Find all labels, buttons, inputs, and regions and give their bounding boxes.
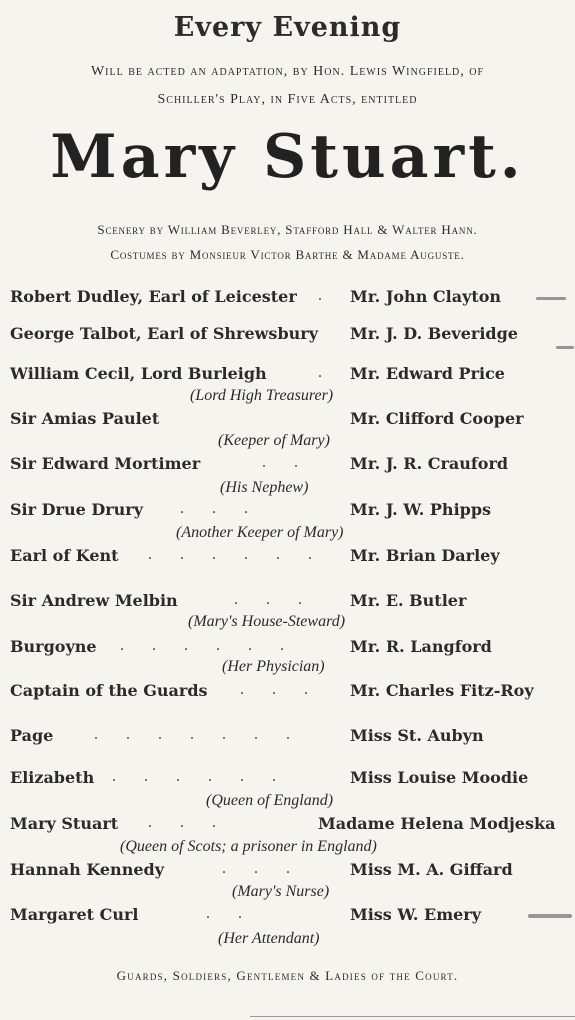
cast-leader-dots: .. <box>262 454 326 471</box>
cast-role: Burgoyne <box>10 637 97 656</box>
cast-row <box>0 287 575 317</box>
cast-note: (His Nephew) <box>220 479 309 496</box>
cast-note: (Her Attendant) <box>218 930 320 947</box>
scenery-credit: Scenery by William Beverley, Stafford Hall & Walter Hann. <box>97 222 478 237</box>
ink-smudge <box>556 346 574 349</box>
cast-actor: Madame Helena Modjeska <box>318 814 556 833</box>
footer-line: Guards, Soldiers, Gentlemen & Ladies of the Court. <box>116 968 459 983</box>
ink-smudge <box>536 297 566 300</box>
intro-line-2: Schiller's Play, in Five Acts, entitled <box>157 92 418 107</box>
cast-role: George Talbot, Earl of Shrewsbury <box>10 324 318 343</box>
cast-row <box>0 681 575 711</box>
cast-leader-dots: ... <box>234 591 330 608</box>
play-title: Mary Stuart. <box>50 122 525 192</box>
cast-note: (Mary's House-Steward) <box>188 613 346 630</box>
cast-row <box>0 324 575 354</box>
costumes-credit: Costumes by Monsieur Victor Barthe & Madame Auguste. <box>110 247 465 262</box>
cast-leader-dots: ....... <box>94 726 318 743</box>
cast-actor: Mr. J. R. Crauford <box>350 454 509 473</box>
cast-note: (Keeper of Mary) <box>218 432 330 449</box>
cast-actor: Mr. J. W. Phipps <box>350 500 492 519</box>
cast-leader-dots: ...... <box>120 637 312 654</box>
cast-leader-dots: ... <box>180 500 276 517</box>
cast-actor: Mr. Charles Fitz-Roy <box>350 681 534 700</box>
cast-role: Sir Andrew Melbin <box>10 591 178 610</box>
cast-row <box>0 726 575 756</box>
cast-role: Earl of Kent <box>10 546 119 565</box>
cast-role: Mary Stuart <box>10 814 119 833</box>
cast-note: (Queen of England) <box>206 792 334 809</box>
cast-note: (Lord High Treasurer) <box>190 387 334 404</box>
cast-role: Captain of the Guards <box>10 681 208 700</box>
cast-role: Margaret Curl <box>10 905 139 924</box>
bottom-rule <box>250 1016 575 1017</box>
cast-role: William Cecil, Lord Burleigh <box>10 364 267 383</box>
cast-note: (Mary's Nurse) <box>232 883 330 900</box>
cast-actor: Miss Louise Moodie <box>350 768 529 787</box>
cast-actor: Miss M. A. Giffard <box>350 860 513 879</box>
ink-smudge <box>528 914 572 918</box>
cast-leader-dots: . <box>318 287 350 304</box>
cast-actor: Mr. Clifford Cooper <box>350 409 524 428</box>
heading-every-evening: Every Evening <box>173 12 402 43</box>
cast-role: Sir Amias Paulet <box>10 409 160 428</box>
cast-leader-dots: ...... <box>148 546 340 563</box>
cast-leader-dots: . <box>318 364 350 381</box>
cast-role: Hannah Kennedy <box>10 860 164 879</box>
cast-actor: Miss W. Emery <box>350 905 482 924</box>
cast-actor: Mr. J. D. Beveridge <box>350 324 518 343</box>
cast-row <box>0 546 575 576</box>
cast-role: Page <box>10 726 54 745</box>
cast-actor: Mr. E. Butler <box>350 591 467 610</box>
cast-leader-dots: ...... <box>112 768 304 785</box>
cast-leader-dots: ... <box>240 681 336 698</box>
cast-role: Robert Dudley, Earl of Leicester <box>10 287 297 306</box>
cast-actor: Miss St. Aubyn <box>350 726 484 745</box>
cast-note: (Queen of Scots; a prisoner in England) <box>120 838 377 855</box>
cast-role: Sir Edward Mortimer <box>10 454 201 473</box>
cast-leader-dots: ... <box>222 860 318 877</box>
cast-note: (Her Physician) <box>222 658 325 675</box>
cast-actor: Mr. Edward Price <box>350 364 505 383</box>
cast-actor: Mr. Brian Darley <box>350 546 500 565</box>
intro-line-1: Will be acted an adaptation, by Hon. Lewis Wingfield, of <box>90 64 485 79</box>
cast-role: Sir Drue Drury <box>10 500 143 519</box>
cast-leader-dots: ... <box>148 814 244 831</box>
cast-note: (Another Keeper of Mary) <box>176 524 344 541</box>
cast-actor: Mr. R. Langford <box>350 637 492 656</box>
cast-actor: Mr. John Clayton <box>350 287 502 306</box>
cast-role: Elizabeth <box>10 768 95 787</box>
cast-leader-dots: .. <box>206 905 270 922</box>
